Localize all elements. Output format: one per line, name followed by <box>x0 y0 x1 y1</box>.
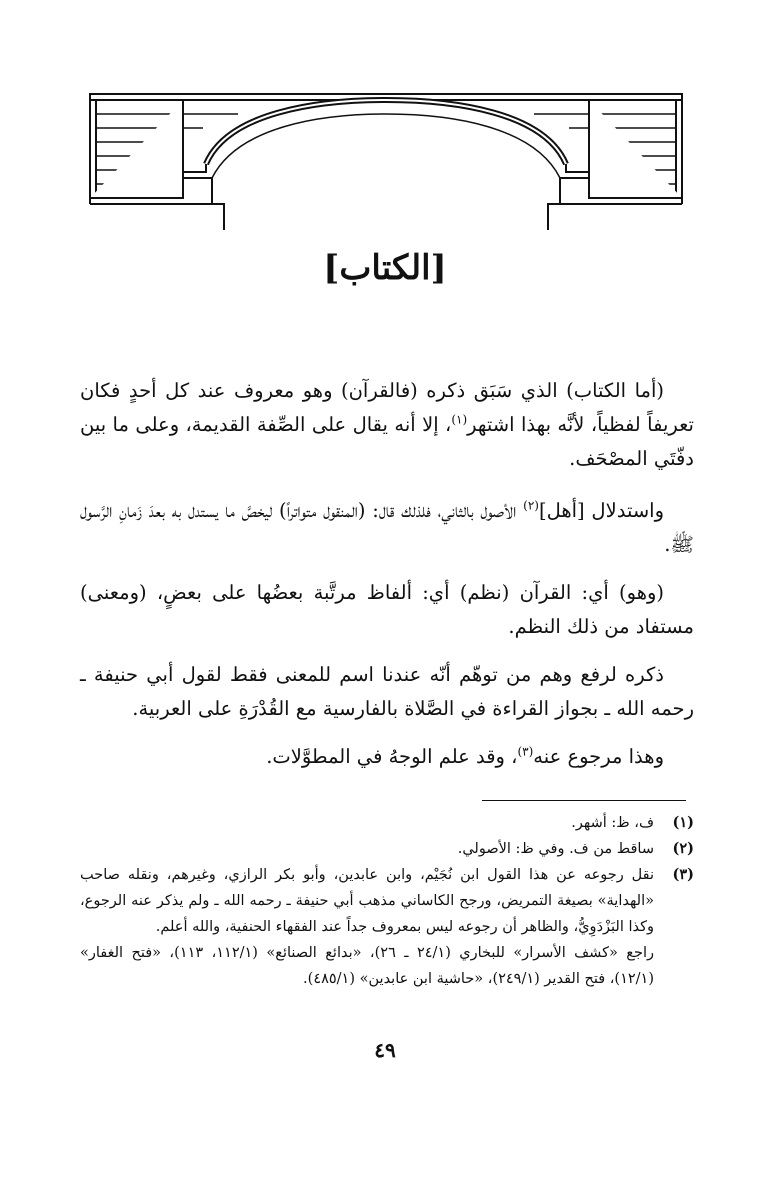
footnote-number: (٢) <box>672 840 694 857</box>
footnote-ref: (٣) <box>517 744 534 759</box>
paragraph-4 <box>80 658 694 726</box>
paragraph-text: ، وقد علم الوجهُ في المطوَّلات. <box>266 745 518 768</box>
paragraph-text: الأصول بالثاني، فلذلك قال: (المنقول متواتراً) ليخصَّ ما يستدل به بعدَ زَمانِ الرَّسول ﷺ. <box>80 499 694 556</box>
footnote-number: (١) <box>672 814 694 831</box>
paragraph-text: واستدلال [أهل] <box>538 499 664 522</box>
footnote-text: نقل رجوعه عن هذا القول ابن نُجَيْم، وابن عابدين، وأبو بكر الرازي، وغيرهم، ونقله صاحب «الهداية» بصيغة التمريض، ورجح الكاساني مذهب أبي حنيفة ـ رحمه الله ـ ولم يذكر عنه الرجوع، وكذا البَزْدَوِيُّ، والظاهر أن رجوعه ليس بمعروف جداً عند الفقهاء الحنفية، والله أعلم. <box>80 867 654 935</box>
paragraph-text: وهذا مرجوع عنه <box>533 745 664 768</box>
footnote-text: ف، ظ: أشهر. <box>571 815 654 831</box>
footnote-ref: (١) <box>451 412 468 427</box>
chapter-title: [الكتاب] <box>323 248 447 288</box>
paragraph-3 <box>80 576 694 644</box>
chapter-header-ornament <box>88 92 684 232</box>
paragraph-text: (وهو) أي: القرآن (نظم) أي: ألفاظ مرتَّبة بعضُها على بعضٍ، (ومعنى) مستفاد من ذلك النظم. <box>80 581 694 638</box>
footnotes <box>80 810 694 992</box>
paragraph-text: ، إلا أنه يقال على الصِّفة القديمة، وعلى ما بين دفّتَي المصْحَف. <box>80 413 694 470</box>
footnote-number: (٣) <box>672 866 694 883</box>
footnote-text: ساقط من ف. وفي ظ: الأصولي. <box>457 841 654 857</box>
footnote-3-references <box>80 940 694 992</box>
footnote-3 <box>80 862 694 940</box>
footnote-1 <box>80 810 694 836</box>
page-number: ٤٩ <box>374 1038 396 1062</box>
footnote-separator <box>482 800 686 801</box>
paragraph-2 <box>80 494 694 562</box>
footnote-2 <box>80 836 694 862</box>
paragraph-5 <box>80 740 694 774</box>
footnote-number-spacer <box>654 940 694 992</box>
paragraph-1 <box>80 374 694 476</box>
paragraph-text: (أما الكتاب) الذي سَبَق ذكره (فالقرآن) وهو معروف عند كل أحدٍ فكان تعريفاً لفظياً، لأنَّه بهذا اشتهر <box>80 379 694 436</box>
footnote-ref: (٢) <box>523 498 539 513</box>
paragraph-text: ذكره لرفع وهم من توهّم أنّه عندنا اسم للمعنى فقط لقول أبي حنيفة ـ رحمه الله ـ بجواز القراءة في الصَّلاة بالفارسية مع القُدْرَةِ على العربية. <box>80 663 694 720</box>
footnote-text: راجع «كشف الأسرار» للبخاري (٢٤/١ ـ ٢٦)، «بدائع الصنائع» (١١٢/١، ١١٣)، «فتح الغفار» (١٢/١)، فتح القدير (٢٤٩/١)، «حاشية ابن عابدين» (٤٨٥/١). <box>80 945 654 987</box>
